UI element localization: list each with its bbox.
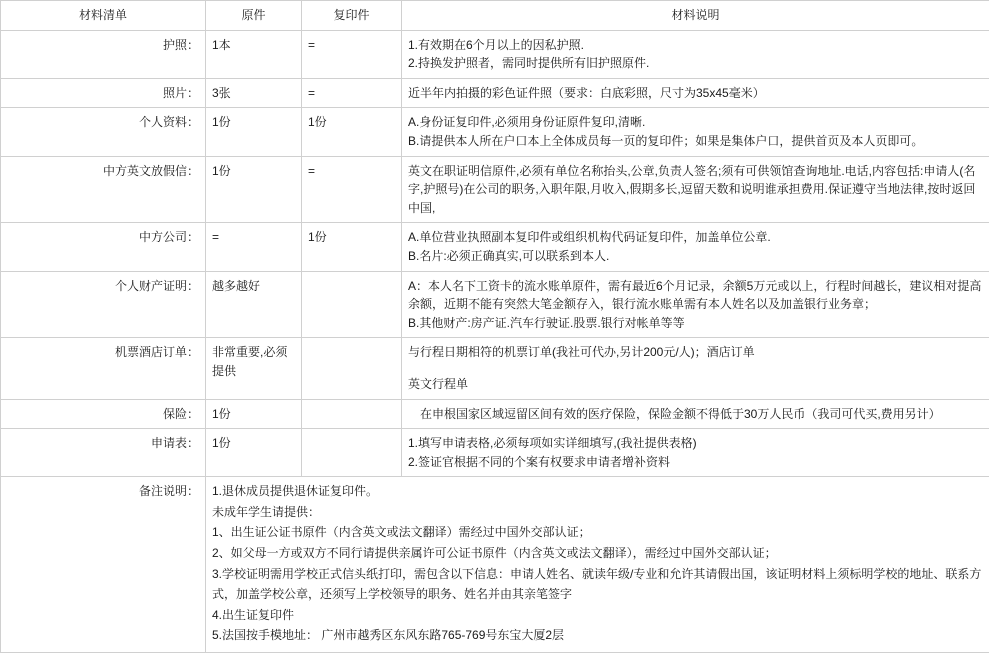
row-description (402, 156, 989, 223)
description-line: A.单位营业执照副本复印件或组织机构代码证复印件，加盖单位公章. (408, 228, 983, 247)
row-original-value: 非常重要,必须提供 (206, 338, 302, 399)
description-line: 1.有效期在6个月以上的因私护照. (408, 36, 983, 55)
table-row (1, 338, 989, 399)
table-row (1, 429, 989, 477)
row-item-label: 中方公司： (1, 223, 206, 271)
table-header (1, 1, 989, 31)
row-item-label: 照片： (1, 78, 206, 108)
row-item-label: 个人资料： (1, 108, 206, 156)
table-row (1, 223, 989, 271)
description-line: B.名片:必须正确真实,可以联系到本人. (408, 247, 983, 266)
description-line: B.其他财产:房产证.汽车行驶证.股票.银行对帐单等等 (408, 314, 983, 333)
notes-line: 1、出生证公证书原件（内含英文或法文翻译）需经过中国外交部认证； (212, 523, 983, 542)
row-copy-value: = (302, 30, 402, 78)
description-line: A：本人名下工资卡的流水账单原件，需有最近6个月记录，余额5万元或以上，行程时间越长，建议相对提高 (408, 277, 983, 296)
description-line: 在申根国家区域逗留区间有效的医疗保险，保险金额不得低于30万人民币（我司可代买,费用另计） (408, 405, 983, 424)
row-copy-value: = (302, 156, 402, 223)
notes-line: 式，加盖学校公章，还须写上学校领导的职务、姓名并由其亲笔签字 (212, 585, 983, 604)
row-copy-value (302, 399, 402, 429)
row-original-value: 1份 (206, 399, 302, 429)
row-original-value: 1份 (206, 156, 302, 223)
row-description (402, 30, 989, 78)
row-description (402, 271, 989, 338)
header-item: 材料清单 (1, 1, 206, 31)
description-line: 英文行程单 (408, 375, 983, 394)
description-line: 2.持换发护照者，需同时提供所有旧护照原件. (408, 54, 983, 73)
description-line: 2.签证官根据不同的个案有权要求申请者增补资料 (408, 453, 983, 472)
header-description: 材料说明 (402, 1, 989, 31)
description-line: 近半年内拍摄的彩色证件照（要求：白底彩照，尺寸为35x45毫米） (408, 84, 983, 103)
notes-line: 3.学校证明需用学校正式信头纸打印，需包含以下信息：申请人姓名、就读年级/专业和允许其请假出国，该证明材料上须标明学校的地址、联系方 (212, 565, 983, 584)
description-line: B.请提供本人所在户口本上全体成员每一页的复印件；如果是集体户口，提供首页及本人页即可。 (408, 132, 983, 151)
notes-content (206, 477, 989, 653)
row-original-value: 1份 (206, 429, 302, 477)
table-row (1, 156, 989, 223)
table-body (1, 30, 989, 652)
row-original-value: 1本 (206, 30, 302, 78)
description-line: 余额，近期不能有突然大笔金额存入，银行流水账单需有本人姓名以及加盖银行业务章； (408, 295, 983, 314)
row-description (402, 223, 989, 271)
row-description (402, 429, 989, 477)
notes-line: 2、如父母一方或双方不同行请提供亲属许可公证书原件（内含英文或法文翻译），需经过中国外交部认证； (212, 544, 983, 563)
row-copy-value (302, 271, 402, 338)
description-line: 英文在职证明信原件,必须有单位名称抬头,公章,负责人签名;须有可供领馆查询地址.电话,内容包括:申请人(名字,护照号)在公司的职务,入职年限,月收入,假期多长,逗留天数和说明谁承担费用.保证遵守当地法律,按时返回中国, (408, 162, 983, 218)
notes-line: 4.出生证复印件 (212, 606, 983, 625)
row-item-label: 机票酒店订单： (1, 338, 206, 399)
table-row (1, 399, 989, 429)
row-description (402, 108, 989, 156)
row-original-value: = (206, 223, 302, 271)
row-copy-value (302, 429, 402, 477)
row-description (402, 399, 989, 429)
table-header-row (1, 1, 989, 31)
row-item-label: 护照： (1, 30, 206, 78)
row-item-label: 保险： (1, 399, 206, 429)
table-row (1, 78, 989, 108)
table-row (1, 30, 989, 78)
row-original-value: 越多越好 (206, 271, 302, 338)
notes-line: 未成年学生请提供： (212, 503, 983, 522)
notes-line: 1.退休成员提供退休证复印件。 (212, 482, 983, 501)
header-copy: 复印件 (302, 1, 402, 31)
row-item-label: 个人财产证明： (1, 271, 206, 338)
row-copy-value: 1份 (302, 108, 402, 156)
row-item-label: 中方英文放假信： (1, 156, 206, 223)
description-line: A.身份证复印件,必须用身份证原件复印,清晰. (408, 113, 983, 132)
row-description (402, 78, 989, 108)
row-original-value: 1份 (206, 108, 302, 156)
notes-row (1, 477, 989, 653)
table-row (1, 271, 989, 338)
row-copy-value: 1份 (302, 223, 402, 271)
notes-label: 备注说明： (1, 477, 206, 653)
table-row (1, 108, 989, 156)
description-line (408, 362, 983, 375)
header-original: 原件 (206, 1, 302, 31)
row-item-label: 申请表： (1, 429, 206, 477)
description-line: 1.填写申请表格,必须每项如实详细填写,(我社提供表格) (408, 434, 983, 453)
row-original-value: 3张 (206, 78, 302, 108)
notes-line: 5.法国按手模地址： 广州市越秀区东风东路765-769号东宝大厦2层 (212, 626, 983, 645)
row-copy-value (302, 338, 402, 399)
row-description (402, 338, 989, 399)
description-line: 与行程日期相符的机票订单(我社可代办,另计200元/人)；酒店订单 (408, 343, 983, 362)
row-copy-value: = (302, 78, 402, 108)
